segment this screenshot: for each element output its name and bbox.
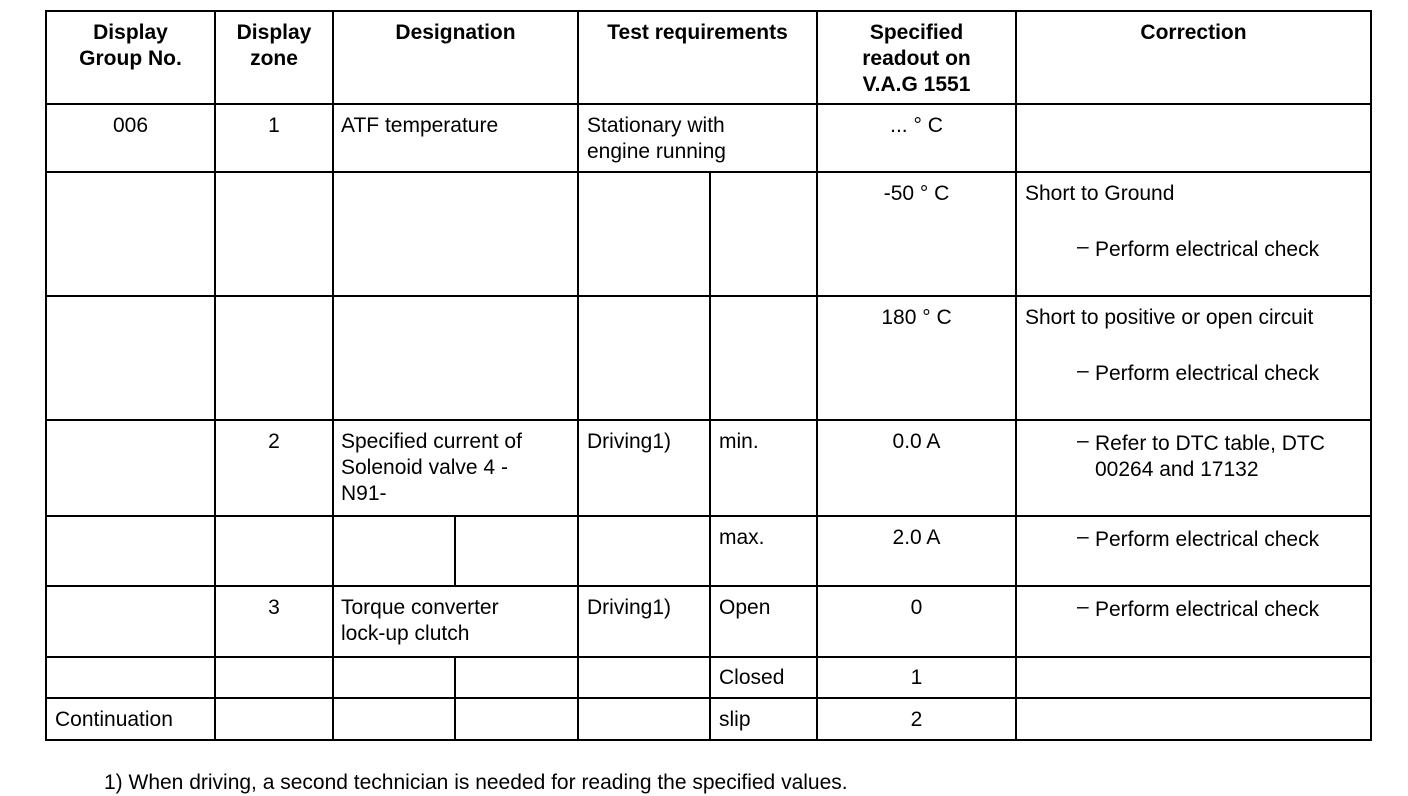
cell-readout: 1 xyxy=(910,666,923,689)
cell-zone: 3 xyxy=(268,596,280,619)
cell-group: 006 xyxy=(112,114,149,137)
header-specified-readout: Specified readout on V.A.G 1551 xyxy=(862,21,971,96)
cell-sub: slip xyxy=(719,708,751,731)
footnote: 1) When driving, a second technician is needed for reading the specified values. xyxy=(104,771,848,794)
cell-action: Refer to DTC table, DTC 00264 and 17132 xyxy=(1095,432,1325,481)
cell-correction: Short to Ground xyxy=(1025,182,1175,205)
cell-test: Stationary with engine running xyxy=(587,114,726,163)
row-line xyxy=(45,10,1372,12)
cell-group: Continuation xyxy=(55,708,173,731)
dash-bullet: – xyxy=(1077,235,1089,258)
column-line xyxy=(454,656,456,741)
column-line xyxy=(332,10,334,741)
header-display-group: Display Group No. xyxy=(79,21,182,70)
cell-designation: Specified current of Solenoid valve 4 - N91- xyxy=(341,430,522,505)
cell-readout: 0.0 A xyxy=(892,430,941,453)
cell-action: Perform electrical check xyxy=(1095,238,1320,261)
cell-test: Driving1) xyxy=(587,596,672,619)
cell-readout: 0 xyxy=(910,596,923,619)
dash-bullet: – xyxy=(1077,359,1089,382)
cell-designation: ATF temperature xyxy=(341,114,499,137)
cell-sub: Closed xyxy=(719,666,785,689)
header-display-zone: Display zone xyxy=(236,21,312,70)
row-line xyxy=(45,103,1372,105)
cell-sub: min. xyxy=(719,430,759,453)
cell-zone: 2 xyxy=(268,430,280,453)
cell-designation: Torque converter lock-up clutch xyxy=(341,596,499,645)
cell-action: Perform electrical check xyxy=(1095,528,1320,551)
dash-bullet: – xyxy=(1077,595,1089,618)
header-test-requirements: Test requirements xyxy=(607,21,788,44)
cell-test: Driving1) xyxy=(587,430,672,453)
header-correction: Correction xyxy=(1140,21,1247,44)
column-line xyxy=(1015,10,1017,741)
dash-bullet: – xyxy=(1077,429,1089,452)
cell-readout: 2 xyxy=(910,708,923,731)
cell-readout: 180 ° C xyxy=(881,306,952,329)
cell-sub: Open xyxy=(719,596,771,619)
cell-action: Perform electrical check xyxy=(1095,598,1320,621)
cell-readout: ... ° C xyxy=(890,114,943,137)
column-line xyxy=(709,171,711,741)
cell-readout: 2.0 A xyxy=(892,526,941,549)
cell-sub: max. xyxy=(719,526,765,549)
column-line xyxy=(454,515,456,587)
dash-bullet: – xyxy=(1077,525,1089,548)
cell-action: Perform electrical check xyxy=(1095,362,1320,385)
cell-readout: -50 ° C xyxy=(883,182,950,205)
header-designation: Designation xyxy=(395,21,516,44)
cell-zone: 1 xyxy=(268,114,280,137)
cell-correction: Short to positive or open circuit xyxy=(1025,306,1314,329)
column-line xyxy=(577,10,579,741)
column-line xyxy=(1370,10,1372,741)
